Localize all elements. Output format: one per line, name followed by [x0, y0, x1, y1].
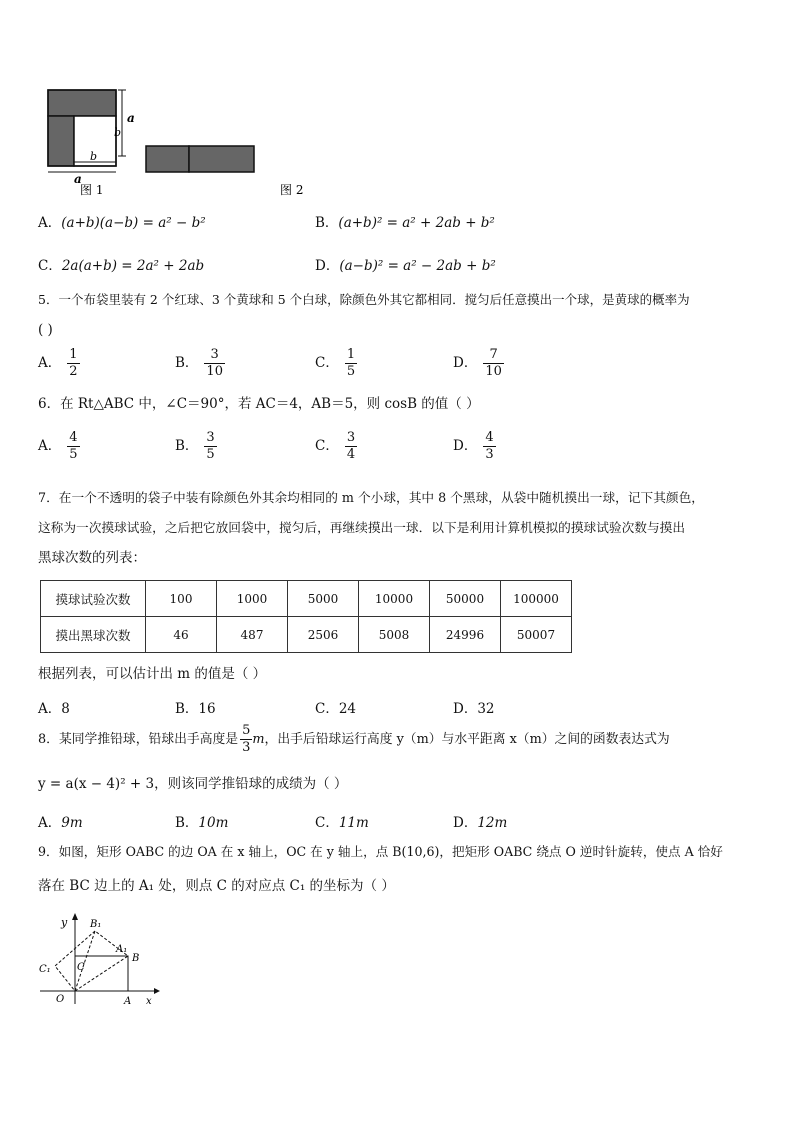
fig-label-x: x	[146, 996, 152, 1007]
fig-label-a1: A₁	[116, 944, 128, 955]
q7-stem-line3: 黑球次数的列表：	[38, 550, 146, 566]
q4-option-d[interactable]: D．(a−b)² = a² − 2ab + b²	[315, 258, 496, 274]
table-cell: 5000	[288, 581, 359, 617]
q7-option-c[interactable]: C．24	[315, 701, 357, 717]
table-header-black: 摸出黑球次数	[41, 617, 146, 653]
fig-label-a-side: a	[127, 111, 135, 125]
q6-option-b[interactable]: B． $\frac{3}{5}$	[175, 430, 215, 462]
table-cell: 1000	[217, 581, 288, 617]
q6-option-a[interactable]: A． $\frac{4}{5}$	[38, 430, 78, 462]
q5-option-c[interactable]: C． $\frac{1}{5}$	[315, 347, 356, 379]
table-cell: 100000	[501, 581, 572, 617]
fig-label-c1: C₁	[39, 964, 51, 975]
rectangle-rotation-figure	[36, 910, 166, 1010]
q5-stem-line1: 5．一个布袋里装有 2 个红球、3 个黄球和 5 个白球，除颜色外其它都相同．搅匀后任意摸出一个球，是黄球的概率为	[38, 292, 690, 307]
q6-option-c[interactable]: C． $\frac{3}{4}$	[315, 430, 356, 462]
q4-option-a[interactable]: A．(a+b)(a−b) = a² − b²	[38, 215, 206, 231]
q8-option-b[interactable]: B．10m	[175, 815, 229, 831]
table-header-trials: 摸球试验次数	[41, 581, 146, 617]
q5-option-b[interactable]: B． $\frac{3}{10}$	[175, 347, 223, 379]
q4-option-c[interactable]: C．2a(a+b) = 2a² + 2ab	[38, 258, 205, 274]
fig-label-c: C	[77, 962, 85, 973]
table-cell: 2506	[288, 617, 359, 653]
q4-option-b[interactable]: B．(a+b)² = a² + 2ab + b²	[315, 215, 495, 231]
table-row	[41, 581, 572, 617]
q7-option-b[interactable]: B．16	[175, 701, 216, 717]
table-cell: 100	[146, 581, 217, 617]
caption-figure-1: 图 1	[80, 183, 104, 197]
q8-stem-line2: y = a(x − 4)² + 3，则该同学推铅球的成绩为（ ）	[38, 776, 348, 792]
q8-option-c[interactable]: C．11m	[315, 815, 369, 831]
q7-stem-line2: 这称为一次摸球试验，之后把它放回袋中，搅匀后，再继续摸出一球．以下是利用计算机模拟的摸球试验次数与摸出	[38, 520, 686, 535]
table-row	[41, 617, 572, 653]
fig-label-b1: B₁	[90, 919, 102, 930]
table-cell: 5008	[359, 617, 430, 653]
fig-label-b-inner: b	[90, 150, 98, 163]
table-cell: 487	[217, 617, 288, 653]
table-cell: 50000	[430, 581, 501, 617]
q7-after-table: 根据列表，可以估计出 m 的值是（ ）	[38, 666, 267, 682]
caption-figure-2: 图 2	[280, 183, 304, 197]
fig-label-b: B	[132, 953, 140, 964]
table-cell: 24996	[430, 617, 501, 653]
q6-stem: 6．在 Rt△ABC 中，∠C＝90°，若 AC＝4，AB＝5，则 cosB 的值（ ）	[38, 396, 480, 412]
q6-option-d[interactable]: D． $\frac{4}{3}$	[453, 430, 494, 462]
square-figures	[30, 84, 330, 199]
q7-option-a[interactable]: A．8	[38, 701, 70, 717]
fig-label-o: O	[56, 994, 65, 1005]
q9-stem-line2: 落在 BC 边上的 A₁ 处，则点 C 的对应点 C₁ 的坐标为（ ）	[38, 878, 395, 894]
q5-option-a[interactable]: A． $\frac{1}{2}$	[38, 347, 78, 379]
table-cell: 50007	[501, 617, 572, 653]
table-cell: 10000	[359, 581, 430, 617]
q8-option-a[interactable]: A．9m	[38, 815, 83, 831]
q7-data-table	[40, 580, 572, 653]
fig-label-y: y	[61, 916, 68, 929]
q8-option-d[interactable]: D．12m	[453, 815, 508, 831]
q5-stem-line2: ( )	[38, 322, 53, 338]
table-cell: 46	[146, 617, 217, 653]
q7-option-d[interactable]: D．32	[453, 701, 495, 717]
fig-label-a-bottom: a	[74, 172, 82, 186]
q7-stem-line1: 7．在一个不透明的袋子中装有除颜色外其余均相同的 m 个小球，其中 8 个黑球，从袋中随机摸出一球，记下其颜色，	[38, 490, 704, 505]
fig-label-a: A	[124, 996, 132, 1007]
fig-label-b-side: b	[114, 126, 122, 139]
q5-option-d[interactable]: D． $\frac{7}{10}$	[453, 347, 502, 379]
q8-stem-line1: 8．某同学推铅球，铅球出手高度是 $\frac{5}{3}$ m，出手后铅球运行高度 y（m）与水平距离 x（m）之间的函数表达式为	[38, 723, 670, 755]
q9-stem-line1: 9．如图，矩形 OABC 的边 OA 在 x 轴上，OC 在 y 轴上，点 B(10,6)，把矩形 OABC 绕点 O 逆时针旋转，使点 A 恰好	[38, 844, 723, 859]
